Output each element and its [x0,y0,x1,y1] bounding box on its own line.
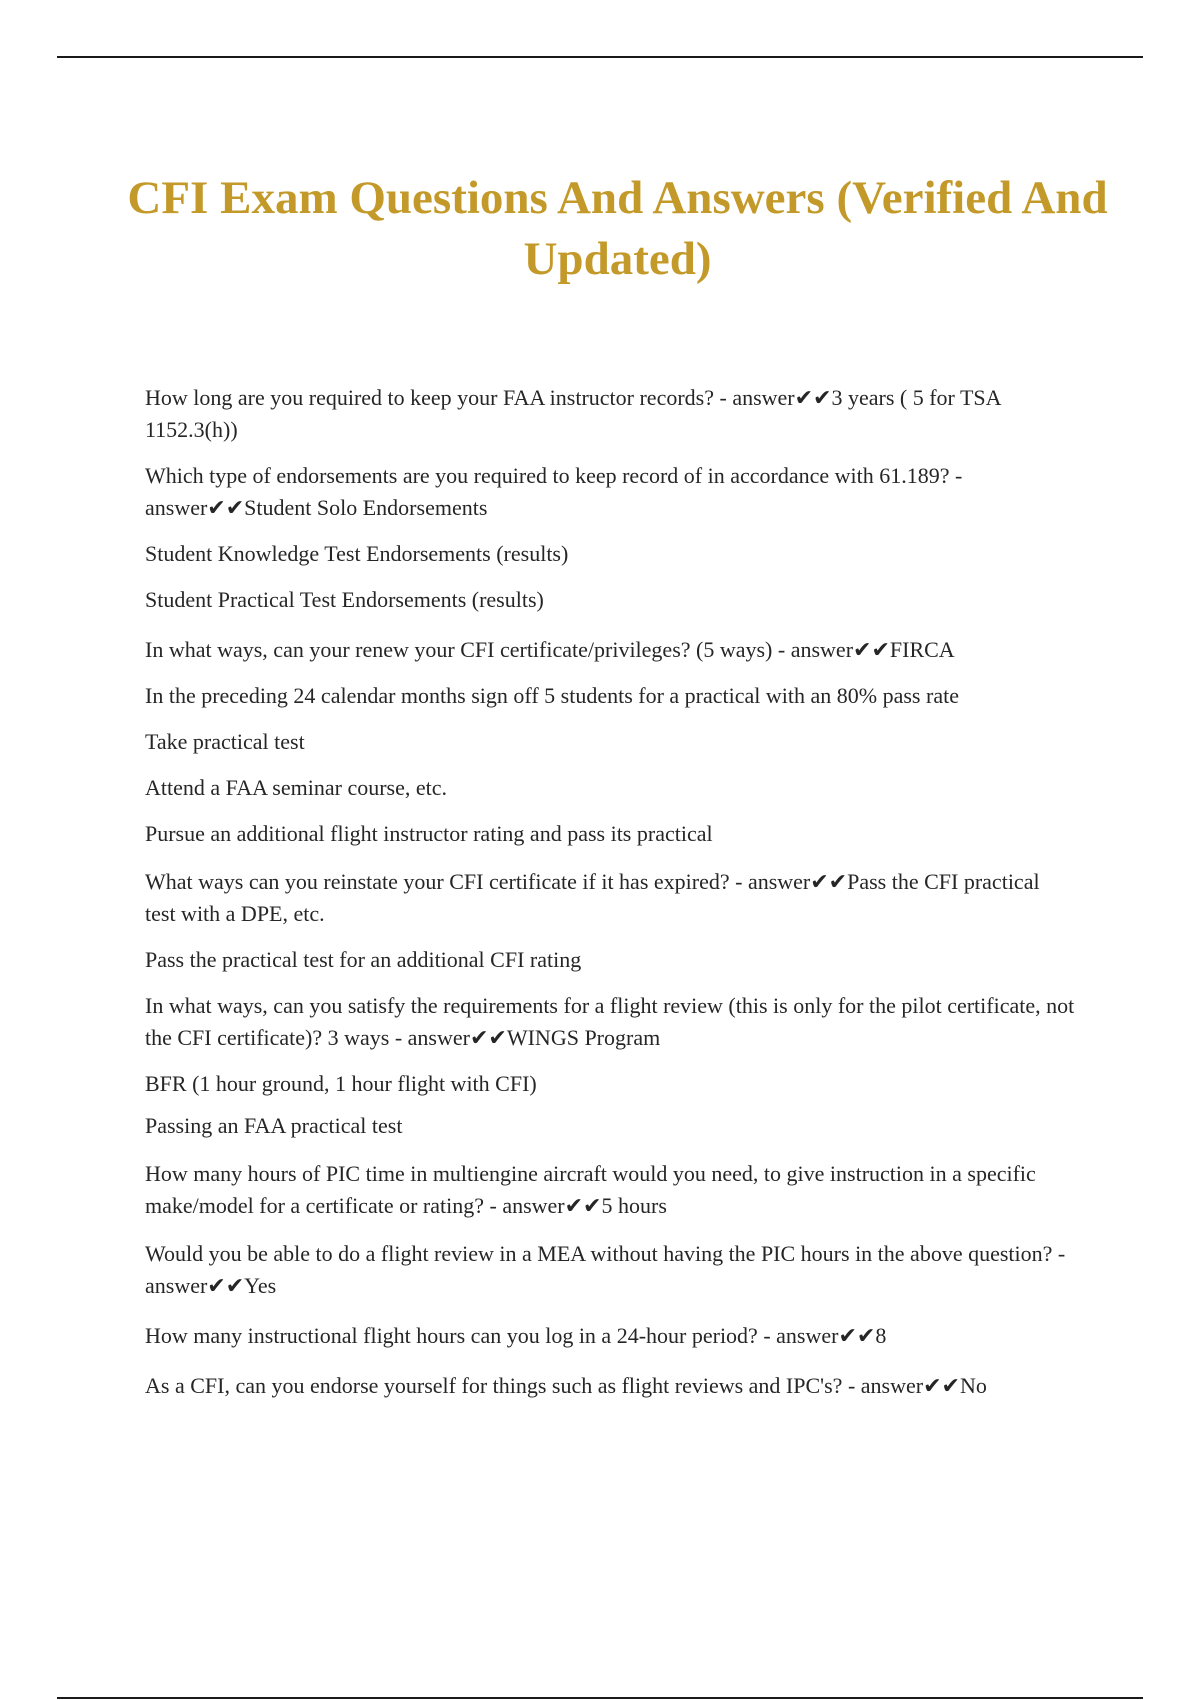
document-body [145,382,1075,1402]
top-rule [57,56,1143,58]
paragraph-13: BFR (1 hour ground, 1 hour flight with CFI) [145,1071,537,1096]
paragraph-2: Which type of endorsements are you required to keep record of in accordance with 61.189? - answer✔✔Student Solo Endorsements [145,463,963,520]
paragraph-4: Student Practical Test Endorsements (results) [145,587,544,612]
paragraph-6: In the preceding 24 calendar months sign off 5 students for a practical with an 80% pass rate [145,683,959,708]
paragraph-18: As a CFI, can you endorse yourself for things such as flight reviews and IPC's? - answer✔✔No [145,1373,987,1398]
paragraph-17: How many instructional flight hours can you log in a 24-hour period? - answer✔✔8 [145,1323,887,1348]
paragraph-10: What ways can you reinstate your CFI certificate if it has expired? - answer✔✔Pass the CFI practical test with a DPE, etc. [145,869,1040,926]
paragraph-3: Student Knowledge Test Endorsements (results) [145,541,569,566]
paragraph-8: Attend a FAA seminar course, etc. [145,775,448,800]
paragraph-5: In what ways, can your renew your CFI certificate/privileges? (5 ways) - answer✔✔FIRCA [145,637,955,662]
paragraph-15: How many hours of PIC time in multiengine aircraft would you need, to give instruction in a specific make/model for a certificate or rating? - answer✔✔5 hours [145,1161,1036,1218]
paragraph-7: Take practical test [145,729,305,754]
paragraph-14: Passing an FAA practical test [145,1113,403,1138]
bottom-rule [57,1697,1143,1699]
paragraph-9: Pursue an additional flight instructor rating and pass its practical [145,821,713,846]
paragraph-16: Would you be able to do a flight review in a MEA without having the PIC hours in the above question? - answer✔✔Yes [145,1241,1066,1298]
paragraph-1: How long are you required to keep your FAA instructor records? - answer✔✔3 years ( 5 for TSA 1152.3(h)) [145,385,1001,442]
document-title: CFI Exam Questions And Answers (Verified And Updated) [127,172,1108,285]
paragraph-11: Pass the practical test for an additional CFI rating [145,947,582,972]
paragraph-12: In what ways, can you satisfy the requirements for a flight review (this is only for the pilot certificate, not the CFI certificate)? 3 ways - answer✔✔WINGS Program [145,993,1075,1050]
